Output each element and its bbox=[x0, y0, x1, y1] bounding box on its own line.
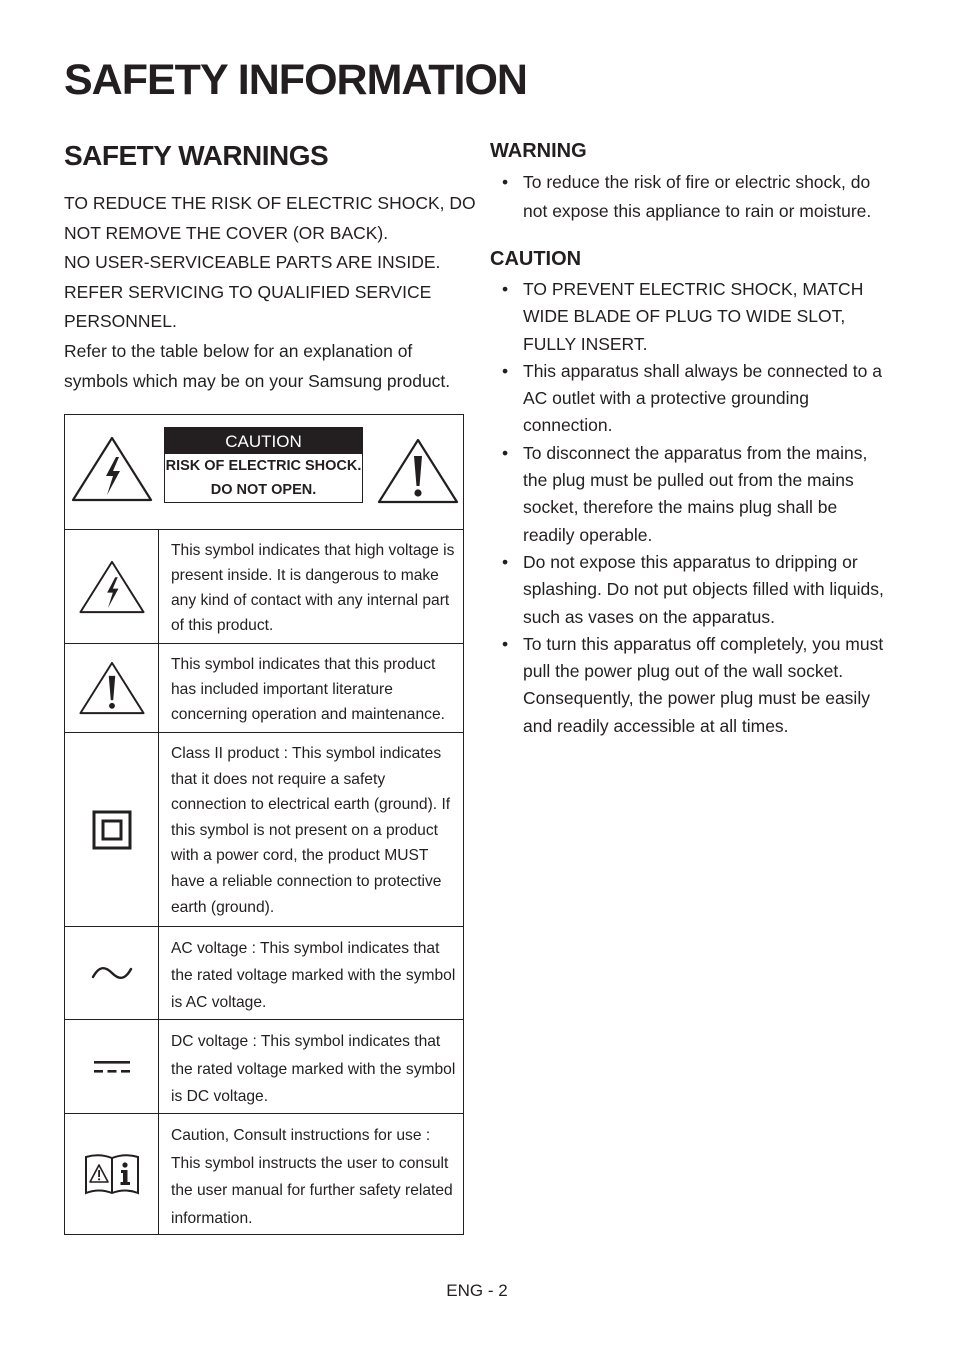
intro-line: NO USER-SERVICEABLE PARTS ARE INSIDE. bbox=[64, 252, 441, 273]
exclamation-triangle-icon bbox=[78, 660, 146, 716]
list-item: • TO PREVENT ELECTRIC SHOCK, MATCH WIDE BLADE OF PLUG TO WIDE SLOT, FULLY INSERT. bbox=[490, 276, 890, 358]
caution-label: CAUTION bbox=[165, 428, 362, 454]
list-item: • Do not expose this apparatus to dripping or splashing. Do not put objects filled with liquids, such as vases on the apparatus. bbox=[490, 549, 890, 631]
caution-warning-line: RISK OF ELECTRIC SHOCK. bbox=[165, 458, 362, 474]
caution-warning-line: DO NOT OPEN. bbox=[210, 482, 317, 498]
intro-line: PERSONNEL. bbox=[64, 311, 177, 332]
symbol-row bbox=[65, 733, 463, 927]
symbol-description: This symbol indicates that high voltage is present inside. It is dangerous to make any kind of contact with any internal part of this product. bbox=[171, 542, 455, 634]
symbol-table bbox=[64, 414, 464, 1235]
intro-line: symbols which may be on your Samsung product. bbox=[64, 370, 451, 391]
ac-voltage-tilde-icon bbox=[91, 964, 133, 982]
caution-heading: CAUTION bbox=[490, 248, 582, 270]
exclamation-triangle-icon bbox=[376, 437, 460, 505]
dc-voltage-icon bbox=[93, 1060, 131, 1074]
warning-list bbox=[490, 168, 890, 226]
caution-label-box bbox=[164, 427, 363, 503]
intro-line: TO REDUCE THE RISK OF ELECTRIC SHOCK, DO bbox=[64, 193, 476, 213]
symbol-row bbox=[65, 1020, 463, 1114]
list-item: • To disconnect the apparatus from the mains, the plug must be pulled out from the mains socket, therefore the mains plug shall be readily operable. bbox=[490, 440, 890, 549]
symbol-cell bbox=[65, 927, 159, 1019]
list-item: • To reduce the risk of fire or electric shock, do not expose this appliance to rain or moisture. bbox=[490, 168, 890, 226]
symbol-table-header bbox=[65, 415, 463, 530]
symbol-description: DC voltage : This symbol indicates that the rated voltage marked with the symbol is DC voltage. bbox=[171, 1033, 456, 1105]
symbol-row bbox=[65, 927, 463, 1020]
intro-text bbox=[64, 189, 476, 396]
intro-line: NOT REMOVE THE COVER (OR BACK). bbox=[64, 222, 389, 243]
symbol-description: This symbol indicates that this product has included important literature concerning operation and maintenance. bbox=[171, 656, 445, 723]
intro-line: REFER SERVICING TO QUALIFIED SERVICE bbox=[64, 281, 432, 302]
page-title: SAFETY INFORMATION bbox=[64, 56, 527, 104]
symbol-description: AC voltage : This symbol indicates that the rated voltage marked with the symbol is AC voltage. bbox=[171, 940, 456, 1011]
symbol-row bbox=[65, 644, 463, 733]
warning-heading: WARNING bbox=[490, 140, 587, 162]
high-voltage-triangle-icon bbox=[78, 559, 146, 615]
symbol-cell bbox=[65, 733, 159, 926]
symbol-row bbox=[65, 1114, 463, 1234]
list-item: • This apparatus shall always be connected to a AC outlet with a protective grounding connection. bbox=[490, 358, 890, 440]
intro-line: Refer to the table below for an explanation of bbox=[64, 340, 413, 361]
consult-instructions-book-icon bbox=[84, 1153, 140, 1195]
symbol-cell bbox=[65, 1020, 159, 1113]
symbol-description: Caution, Consult instructions for use : This symbol instructs the user to consult the user manual for further safety related information. bbox=[171, 1127, 453, 1227]
section-title: SAFETY WARNINGS bbox=[64, 140, 329, 171]
class-ii-double-square-icon bbox=[92, 810, 132, 850]
symbol-row bbox=[65, 530, 463, 644]
symbol-cell bbox=[65, 530, 159, 643]
symbol-cell bbox=[65, 1114, 159, 1234]
caution-section bbox=[490, 248, 890, 740]
symbol-description: Class II product : This symbol indicates that it does not require a safety connection to electrical earth (ground). If this symbol is not present on a product with a power cord, the product MUST have a reliable connection to protective earth (ground). bbox=[171, 745, 451, 916]
symbol-cell bbox=[65, 644, 159, 732]
page-number: ENG - 2 bbox=[446, 1281, 508, 1300]
list-item: • To turn this apparatus off completely, you must pull the power plug out of the wall socket. Consequently, the power plug must be easily and readily accessible at all times. bbox=[490, 631, 890, 740]
caution-list bbox=[490, 276, 890, 740]
high-voltage-triangle-icon bbox=[70, 435, 154, 503]
warning-section bbox=[490, 140, 890, 226]
